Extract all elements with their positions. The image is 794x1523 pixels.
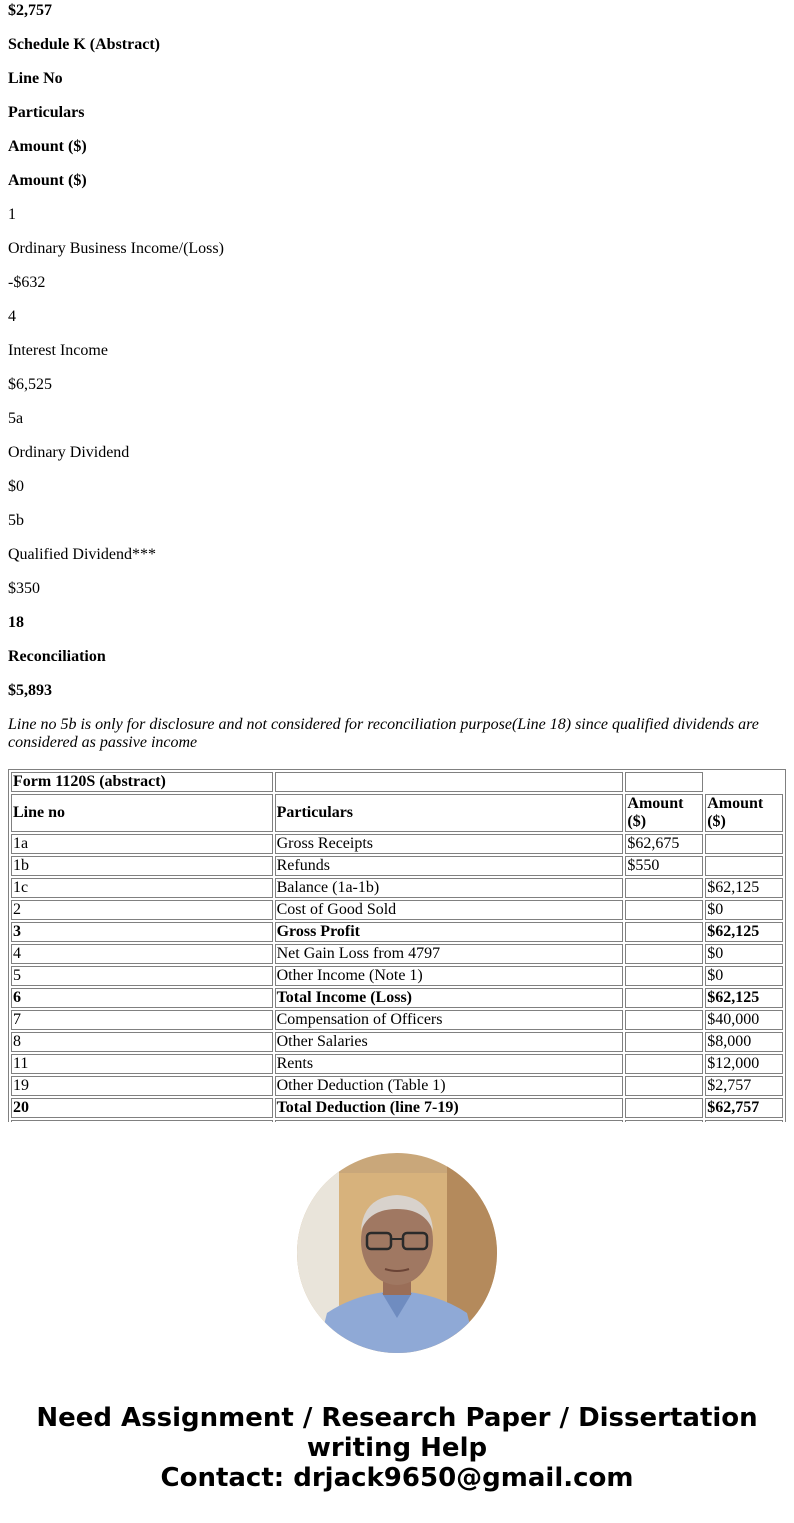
table-cell-empty <box>625 1120 703 1122</box>
table-cell-empty <box>11 1120 273 1122</box>
table-title-row <box>11 772 783 792</box>
table-cell-line: 6 <box>11 988 273 1008</box>
table-cell-amt1 <box>625 966 703 986</box>
table-cell-amt2 <box>705 856 783 876</box>
table-cell-particular: Other Income (Note 1) <box>275 966 624 986</box>
sk-particular: Ordinary Dividend <box>8 444 130 461</box>
sk-particular: Interest Income <box>8 342 108 359</box>
table-cell-line: 8 <box>11 1032 273 1052</box>
table-cell-particular: Compensation of Officers <box>275 1010 624 1030</box>
table-cell-amt1: $62,675 <box>625 834 703 854</box>
header-particulars: Particulars <box>8 104 85 121</box>
table-row <box>11 1010 783 1030</box>
table-cell-amt2: $0 <box>705 900 783 920</box>
table-cell-amt2: $12,000 <box>705 1054 783 1074</box>
sk-line: 5a <box>8 410 24 427</box>
table-cell-amt1 <box>625 944 703 964</box>
table-row <box>11 900 783 920</box>
table-cell-amt1 <box>625 1010 703 1030</box>
table-cell-particular: Cost of Good Sold <box>275 900 624 920</box>
table-cell-amt2: $62,125 <box>705 922 783 942</box>
disclosure-note: Line no 5b is only for disclosure and not considered for reconciliation purpose(Line 18) since qualified dividends are considered as passive income <box>8 716 759 751</box>
table-row-clipped <box>11 1120 783 1122</box>
table-cell-line: 20 <box>11 1098 273 1118</box>
table-row <box>11 1032 783 1052</box>
promo-line-2: writing Help <box>306 1433 488 1463</box>
table-cell-line: 1c <box>11 878 273 898</box>
table-row <box>11 966 783 986</box>
table-row <box>11 944 783 964</box>
table-cell-line: 1a <box>11 834 273 854</box>
table-cell-amt2: $0 <box>705 944 783 964</box>
promo-line-1: Need Assignment / Research Paper / Dissertation <box>36 1403 758 1433</box>
table-cell-particular: Gross Receipts <box>275 834 624 854</box>
table-cell-amt2: $62,757 <box>705 1098 783 1118</box>
table-cell-amt2: $62,125 <box>705 988 783 1008</box>
table-row <box>11 878 783 898</box>
table-cell-line: 1b <box>11 856 273 876</box>
table-cell-empty <box>625 772 703 792</box>
sk-amount: -$632 <box>8 274 46 291</box>
sk-line: 1 <box>8 206 16 223</box>
header-amount-2: Amount ($) <box>8 172 87 189</box>
table-cell-particular: Refunds <box>275 856 624 876</box>
table-cell-empty <box>275 772 624 792</box>
header-amount-1: Amount ($) <box>8 138 87 155</box>
table-header-cell: Line no <box>11 794 273 832</box>
sk-amount: $0 <box>8 478 24 495</box>
table-cell-amt1 <box>625 988 703 1008</box>
table-cell-amt1 <box>625 1032 703 1052</box>
header-line-no: Line No <box>8 70 63 87</box>
table-cell-amt2: $2,757 <box>705 1076 783 1096</box>
author-avatar <box>297 1153 497 1353</box>
table-cell-amt2 <box>705 834 783 854</box>
table-cell-line: 2 <box>11 900 273 920</box>
sk-particular: Qualified Dividend*** <box>8 546 156 563</box>
table-cell-particular: Total Income (Loss) <box>275 988 624 1008</box>
promo-banner <box>0 1403 794 1493</box>
table-cell-line: 7 <box>11 1010 273 1030</box>
table-header-cell: Amount ($) <box>705 794 783 832</box>
table-cell-amt1 <box>625 878 703 898</box>
table-row <box>11 834 783 854</box>
sk-line: 4 <box>8 308 16 325</box>
sk-particular: Ordinary Business Income/(Loss) <box>8 240 224 257</box>
table-title: Form 1120S (abstract) <box>11 772 273 792</box>
table-cell-particular: Other Deduction (Table 1) <box>275 1076 624 1096</box>
table-cell-empty <box>705 1120 783 1122</box>
sk-amount: $350 <box>8 580 40 597</box>
table-cell-particular: Other Salaries <box>275 1032 624 1052</box>
table-row <box>11 856 783 876</box>
table-cell-particular: Total Deduction (line 7-19) <box>275 1098 624 1118</box>
table-cell-amt2: $8,000 <box>705 1032 783 1052</box>
sk-amount: $6,525 <box>8 376 52 393</box>
table-header-cell: Particulars <box>275 794 624 832</box>
schedule-k-title: Schedule K (Abstract) <box>8 36 160 53</box>
table-cell-amt2: $0 <box>705 966 783 986</box>
table-row <box>11 988 783 1008</box>
table-cell-amt1 <box>625 1098 703 1118</box>
form-1120s-table <box>8 769 786 1122</box>
table-cell-amt1: $550 <box>625 856 703 876</box>
table-cell-amt2: $62,125 <box>705 878 783 898</box>
table-header-cell: Amount ($) <box>625 794 703 832</box>
table-cell-amt1 <box>625 1076 703 1096</box>
document-body <box>8 0 786 770</box>
reconciliation-amount: $5,893 <box>8 682 52 699</box>
table-cell-empty <box>275 1120 624 1122</box>
table-cell-line: 5 <box>11 966 273 986</box>
form-1120s-table-wrapper <box>8 769 786 1122</box>
table-cell-amt2: $40,000 <box>705 1010 783 1030</box>
total-other-deduction: $2,757 <box>8 2 52 19</box>
table-row <box>11 1076 783 1096</box>
table-cell-particular: Net Gain Loss from 4797 <box>275 944 624 964</box>
table-cell-particular: Gross Profit <box>275 922 624 942</box>
table-body <box>11 834 783 1122</box>
reconciliation-label: Reconciliation <box>8 648 106 665</box>
table-cell-amt1 <box>625 900 703 920</box>
table-cell-particular: Balance (1a-1b) <box>275 878 624 898</box>
table-cell-particular: Rents <box>275 1054 624 1074</box>
reconciliation-line: 18 <box>8 614 24 631</box>
table-cell-line: 4 <box>11 944 273 964</box>
table-cell-empty <box>705 772 783 792</box>
table-row <box>11 922 783 942</box>
table-cell-amt1 <box>625 922 703 942</box>
table-cell-line: 11 <box>11 1054 273 1074</box>
sk-line: 5b <box>8 512 24 529</box>
table-cell-line: 3 <box>11 922 273 942</box>
table-header-row <box>11 794 783 832</box>
table-cell-line: 19 <box>11 1076 273 1096</box>
table-row <box>11 1098 783 1118</box>
table-row <box>11 1054 783 1074</box>
table-cell-amt1 <box>625 1054 703 1074</box>
person-portrait-icon <box>297 1153 497 1353</box>
promo-contact[interactable]: Contact: drjack9650@gmail.com <box>160 1463 634 1493</box>
